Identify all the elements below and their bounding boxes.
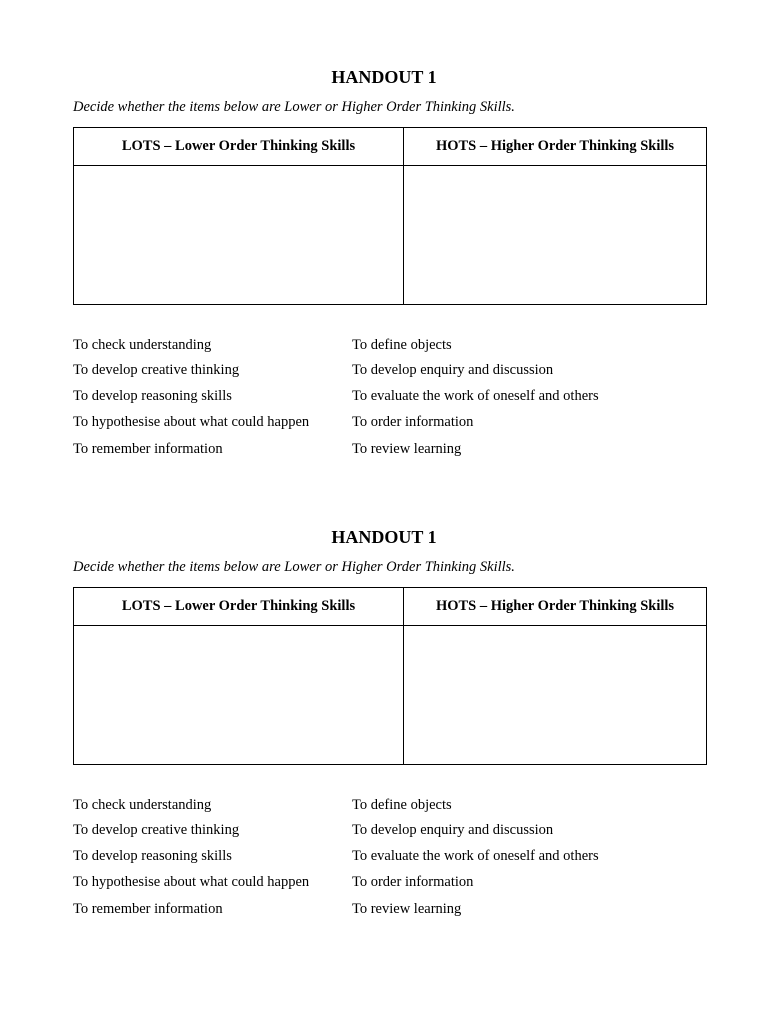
skill-item: To check understanding (73, 797, 212, 813)
lots-answer-cell[interactable] (74, 166, 404, 305)
handout-title: HANDOUT 1 (331, 67, 437, 87)
hots-answer-cell[interactable] (404, 166, 707, 305)
skill-item: To develop reasoning skills (73, 388, 232, 404)
skill-item: To order information (352, 414, 474, 430)
hots-answer-cell[interactable] (404, 626, 707, 765)
handout-title: HANDOUT 1 (331, 527, 437, 547)
skill-item: To evaluate the work of oneself and others (352, 848, 599, 864)
skill-item: To develop enquiry and discussion (352, 822, 554, 838)
skill-item: To define objects (352, 337, 452, 353)
skill-item: To remember information (73, 901, 223, 917)
handout-instruction: Decide whether the items below are Lower or Higher Order Thinking Skills. (73, 99, 515, 115)
skill-item: To check understanding (73, 337, 212, 353)
skill-item: To develop creative thinking (73, 822, 240, 838)
lots-header: LOTS – Lower Order Thinking Skills (74, 128, 404, 166)
lots-header: LOTS – Lower Order Thinking Skills (74, 588, 404, 626)
skill-item: To develop reasoning skills (73, 848, 232, 864)
hots-header: HOTS – Higher Order Thinking Skills (404, 128, 707, 166)
skill-item: To evaluate the work of oneself and others (352, 388, 599, 404)
skill-item: To define objects (352, 797, 452, 813)
lots-hots-table (73, 127, 707, 305)
skill-item: To remember information (73, 441, 223, 457)
lots-hots-table (73, 587, 707, 765)
skill-item: To develop enquiry and discussion (352, 362, 554, 378)
skill-item: To order information (352, 874, 474, 890)
skill-item: To review learning (352, 441, 462, 457)
skill-item: To develop creative thinking (73, 362, 240, 378)
skill-item: To hypothesise about what could happen (73, 414, 310, 430)
lots-answer-cell[interactable] (74, 626, 404, 765)
skill-item: To review learning (352, 901, 462, 917)
skill-item: To hypothesise about what could happen (73, 874, 310, 890)
handout-instruction: Decide whether the items below are Lower or Higher Order Thinking Skills. (73, 559, 515, 575)
hots-header: HOTS – Higher Order Thinking Skills (404, 588, 707, 626)
